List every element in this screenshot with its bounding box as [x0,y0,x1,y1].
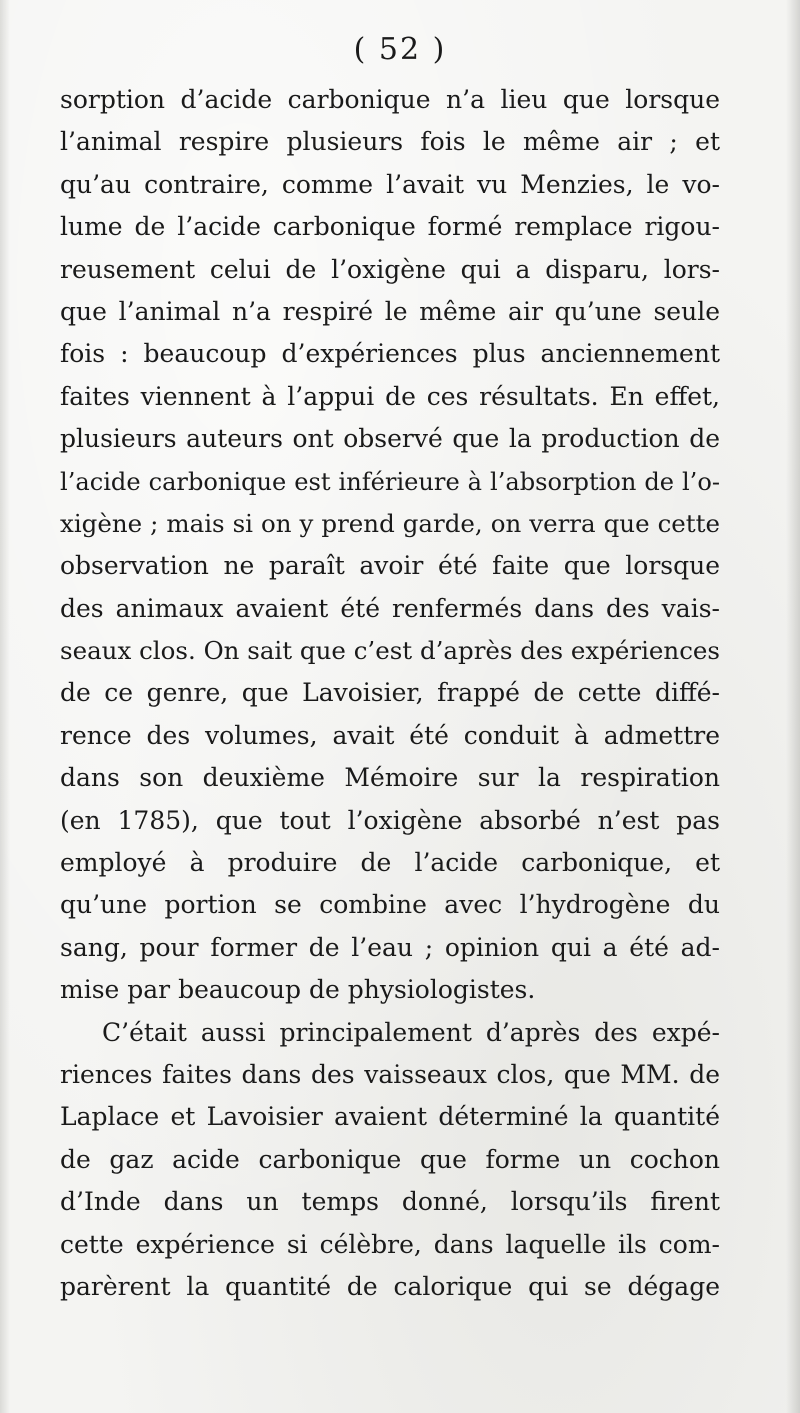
page-right-edge-shadow [786,0,800,1413]
text-line: parèrent la quantité de calorique qui se dégage [60,1271,720,1301]
text-line: reusement celui de l’oxigène qui a disparu, lors- [60,254,720,284]
text-line: de ce genre, que Lavoisier, frappé de cette diffé- [60,678,720,708]
text-line: lume de l’acide carbonique formé remplace rigou- [60,212,720,242]
text-line: rence des volumes, avait été conduit à admettre [60,720,720,750]
text-line: l’acide carbonique est inférieure à l’absorption de l’o- [60,467,720,496]
text-line: employé à produire de l’acide carbonique, et [60,848,720,878]
paragraph-first-line: C’était aussi principalement d’après des expé- [102,1017,720,1047]
text-line: (en 1785), que tout l’oxigène absorbé n’est pas [60,805,720,835]
text-line: d’Inde dans un temps donné, lorsqu’ils firent [60,1187,720,1217]
body-text [60,79,720,1308]
text-line: sorption d’acide carbonique n’a lieu que lorsque [60,85,720,114]
text-line: que l’animal n’a respiré le même air qu’une seule [60,296,720,326]
text-line: sang, pour former de l’eau ; opinion qui a été ad- [60,932,720,962]
text-line: Laplace et Lavoisier avaient déterminé la quantité [60,1102,720,1132]
page-left-edge-shadow [0,0,10,1413]
text-line: seaux clos. On sait que c’est d’après des expériences [60,636,720,666]
text-line: de gaz acide carbonique que forme un cochon [60,1144,720,1174]
text-line: riences faites dans des vaisseaux clos, que MM. de [60,1059,720,1089]
text-line: l’animal respire plusieurs fois le même air ; et [60,127,720,157]
text-line: cette expérience si célèbre, dans laquelle ils com- [60,1229,720,1259]
text-line: faites viennent à l’appui de ces résultats. En effet, [60,381,720,411]
text-line: plusieurs auteurs ont observé que la production de [60,424,720,454]
text-line: des animaux avaient été renfermés dans des vais- [60,593,720,623]
text-line: fois : beaucoup d’expériences plus anciennement [60,339,720,369]
text-line: xigène ; mais si on y prend garde, on verra que cette [60,508,720,538]
text-line: qu’une portion se combine avec l’hydrogène du [60,890,720,920]
page-number: ( 52 ) [353,32,447,67]
text-line: qu’au contraire, comme l’avait vu Menzies, le vo- [60,169,720,199]
paragraph-last-line: mise par beaucoup de physiologistes. [60,975,536,1005]
text-line: dans son deuxième Mémoire sur la respiration [60,763,720,793]
text-line: observation ne paraît avoir été faite que lorsque [60,551,720,581]
